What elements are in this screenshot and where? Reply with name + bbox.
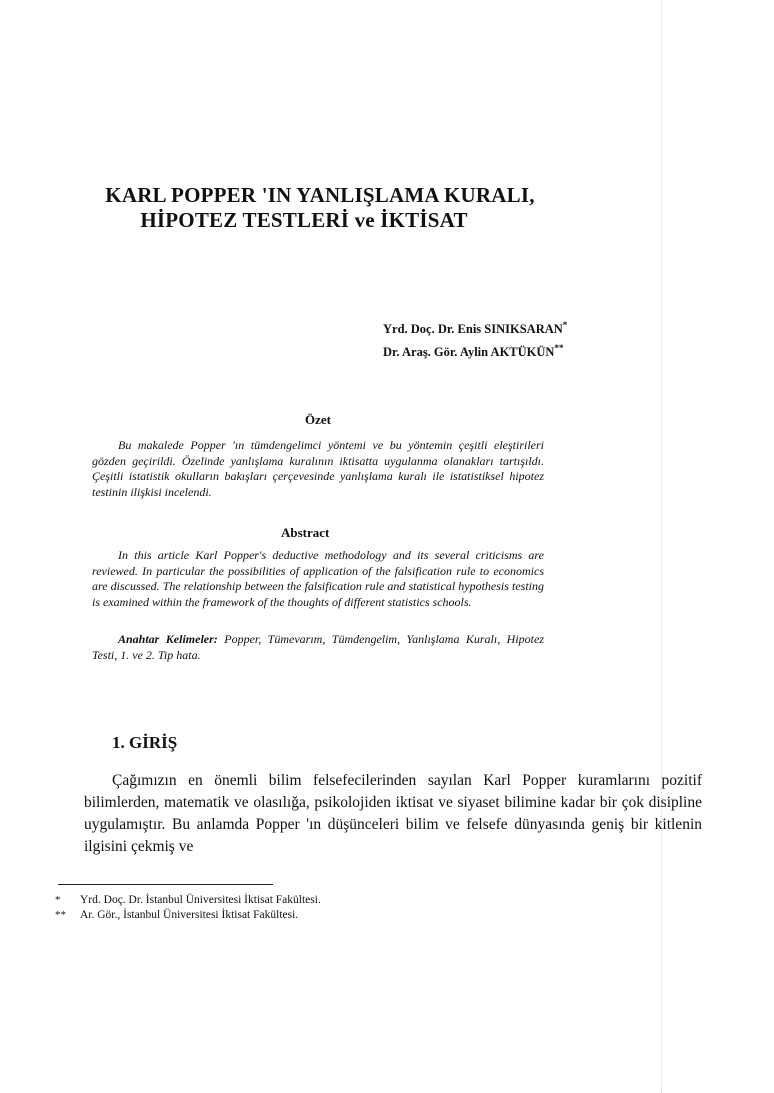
footnotes [55, 893, 321, 923]
footnote-2 [55, 908, 321, 923]
footnote-1 [55, 893, 321, 908]
keywords-text: Popper, Tümevarım, Tümdengelim, Yanlışlama Kuralı, Hipotez Testi, 1. ve 2. Tip hata. [92, 632, 544, 662]
author-1-mark: * [562, 320, 568, 330]
keywords [92, 632, 544, 663]
abstract-heading: Abstract [281, 525, 330, 540]
footnote-1-mark: * [55, 894, 61, 906]
footnote-1-text: Yrd. Doç. Dr. İstanbul Üniversitesi İktisat Fakültesi. [80, 894, 321, 906]
ozet-heading: Özet [305, 412, 331, 427]
footnote-rule [58, 884, 273, 885]
abstract-text: In this article Karl Popper's deductive methodology and its several criticisms are reviewed. In particular the possibilities of application of the falsification rule to economics are discussed. The relationship between the falsification rule and statistical hypothesis testing is examined within the framework of the thoughts of different statistics schools. [92, 548, 544, 609]
title-line-2: HİPOTEZ TESTLERİ ve İKTİSAT [140, 208, 468, 232]
footnote-2-mark: ** [55, 909, 66, 921]
section-body-text: Çağımızın en önemli bilim felsefecilerinden sayılan Karl Popper kuramlarını pozitif bilimlerden, matematik ve olasılığa, psikolojiden iktisat ve siyaset bilimine kadar bir çok disipline uygulamıştır. Bu anlamda Popper 'ın düşünceleri bilim ve felsefe dünyasında geniş bir kitlenin ilgisini çekmiş ve [84, 772, 702, 855]
title-line-1: KARL POPPER 'IN YANLIŞLAMA KURALI, [105, 183, 535, 207]
author-1-name: Yrd. Doç. Dr. Enis SINIKSARAN [383, 322, 563, 337]
author-2 [383, 339, 567, 362]
scan-edge-line [661, 0, 662, 1093]
section-heading: 1. GİRİŞ [112, 733, 178, 752]
author-1 [383, 316, 567, 339]
keywords-label: Anahtar Kelimeler: [118, 632, 218, 646]
footnote-2-text: Ar. Gör., İstanbul Üniversitesi İktisat Fakültesi. [80, 909, 299, 921]
author-2-mark: ** [554, 343, 564, 354]
ozet-text: Bu makalede Popper 'ın tümdengelimci yöntemi ve bu yöntemin çeşitli eleştirileri gözden geçirildi. Özelinde yanlışlama kuralının iktisatta uygulanma olanakları tartışıldı. Çeşitli istatistik okulların bakışları çerçevesinde yanlışlama kuralı ile istatistiksel hipotez testinin ilişkisi incelendi. [92, 438, 544, 499]
author-2-name: Dr. Araş. Gör. Aylin AKTÜKÜN [383, 345, 555, 360]
author-block [383, 316, 567, 362]
